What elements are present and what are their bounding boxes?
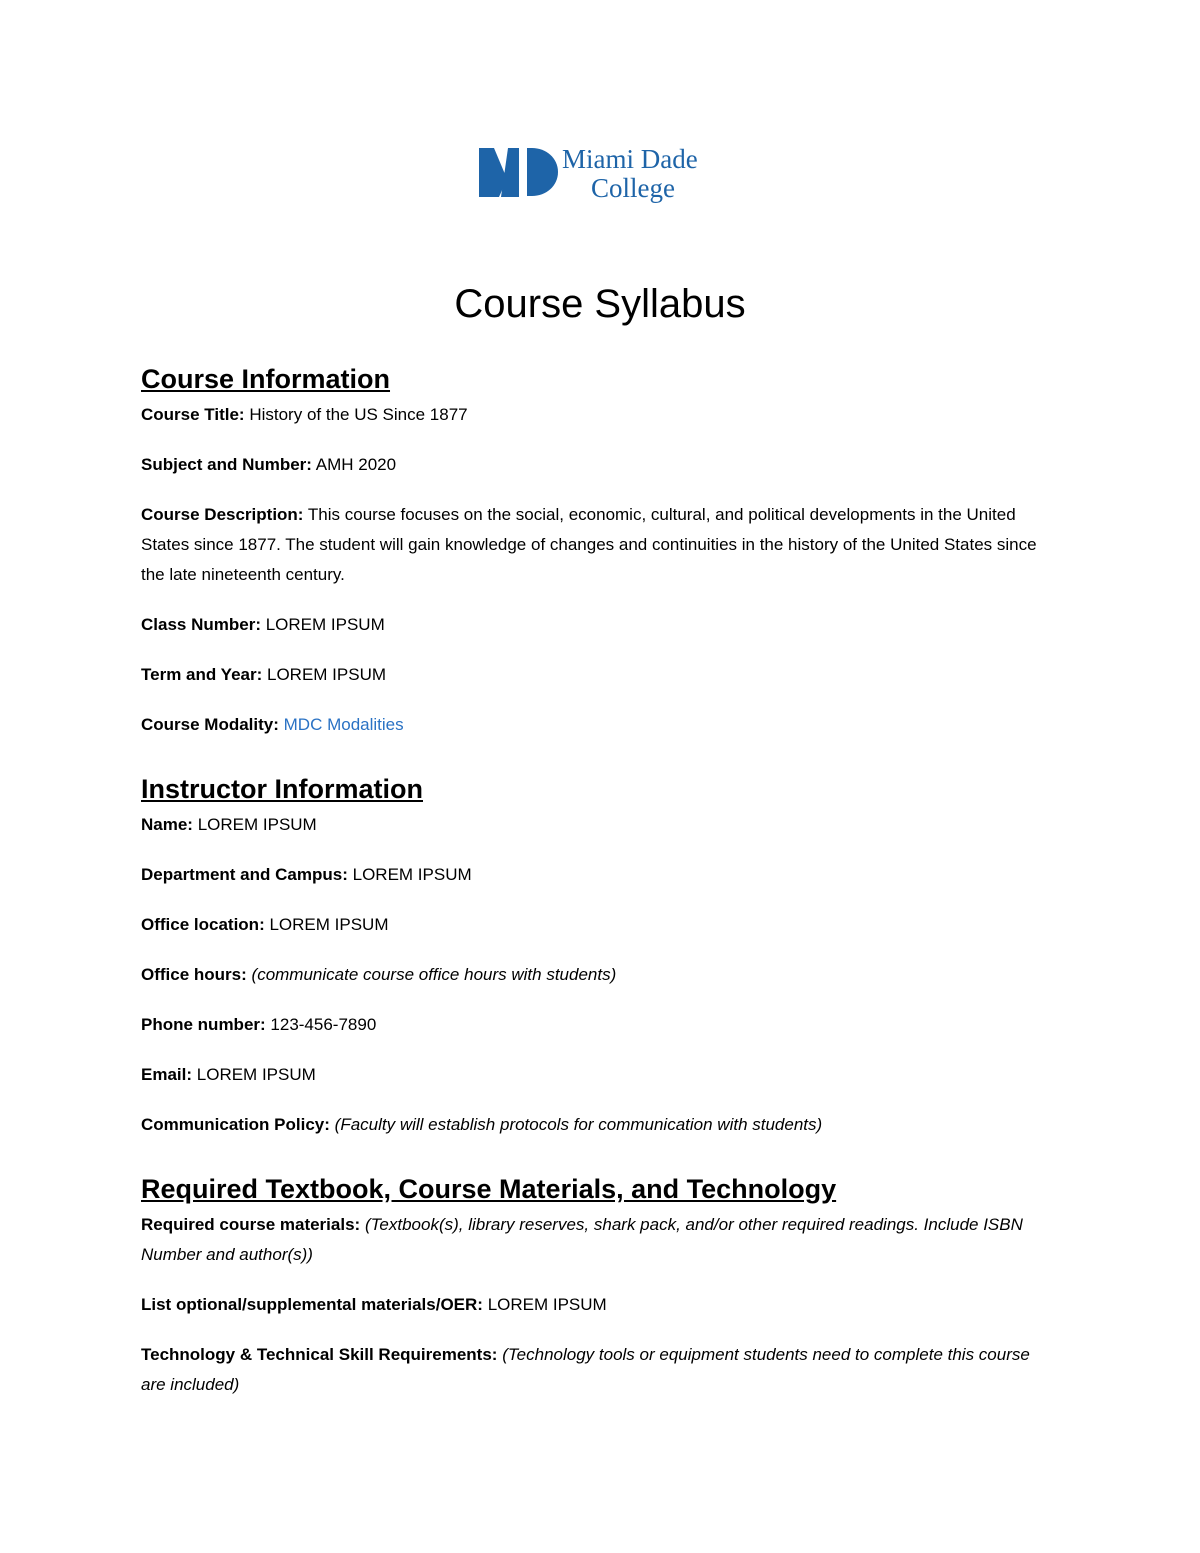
course-title-label: Course Title:: [141, 405, 245, 424]
syllabus-content: [141, 360, 1056, 1400]
course-title-value: History of the US Since 1877: [249, 405, 468, 424]
optional-materials-label: List optional/supplemental materials/OER:: [141, 1295, 483, 1314]
office-hours-value: (communicate course office hours with students): [251, 965, 617, 984]
optional-materials-row: [141, 1290, 1056, 1320]
description-label: Course Description:: [141, 505, 304, 524]
email-label: Email:: [141, 1065, 193, 1084]
email-row: [141, 1060, 1056, 1090]
communication-policy-row: [141, 1110, 1056, 1140]
description-value: This course focuses on the social, economic, cultural, and political developments in the United States since 1877. The student will gain knowledge of changes and continuities in the history of the United States since the late nineteenth century.: [141, 505, 1037, 584]
office-location-value: LOREM IPSUM: [269, 915, 389, 934]
college-name: [562, 145, 698, 203]
department-value: LOREM IPSUM: [352, 865, 472, 884]
email-value: LOREM IPSUM: [196, 1065, 316, 1084]
modality-link[interactable]: MDC Modalities: [283, 715, 404, 734]
technology-requirements-label: Technology & Technical Skill Requirements:: [141, 1345, 498, 1364]
modality-row: [141, 710, 1056, 740]
communication-policy-value: (Faculty will establish protocols for communication with students): [334, 1115, 823, 1134]
college-logo: [478, 145, 728, 207]
page-title: Course Syllabus: [454, 282, 746, 326]
office-location-label: Office location:: [141, 915, 265, 934]
instructor-info-heading: Instructor Information: [141, 774, 423, 804]
office-hours-label: Office hours:: [141, 965, 247, 984]
technology-requirements-row: [141, 1340, 1056, 1400]
required-materials-label: Required course materials:: [141, 1215, 361, 1234]
phone-label: Phone number:: [141, 1015, 266, 1034]
department-label: Department and Campus:: [141, 865, 348, 884]
materials-heading: Required Textbook, Course Materials, and Technology: [141, 1174, 837, 1204]
subject-label: Subject and Number:: [141, 455, 312, 474]
technology-requirements-value: (Technology tools or equipment students need to complete this course are included): [141, 1345, 1030, 1394]
subject-value: AMH 2020: [315, 455, 397, 474]
class-number-value: LOREM IPSUM: [265, 615, 385, 634]
college-name-line1: Miami Dade: [562, 144, 698, 174]
term-row: [141, 660, 1056, 690]
phone-value: 123-456-7890: [270, 1015, 377, 1034]
course-title-row: [141, 400, 1056, 430]
class-number-row: [141, 610, 1056, 640]
class-number-label: Class Number:: [141, 615, 261, 634]
name-value: LOREM IPSUM: [197, 815, 317, 834]
modality-label: Course Modality:: [141, 715, 279, 734]
md-logo-icon: [478, 145, 558, 199]
name-row: [141, 810, 1056, 840]
description-row: [141, 500, 1056, 590]
phone-row: [141, 1010, 1056, 1040]
communication-policy-label: Communication Policy:: [141, 1115, 330, 1134]
course-info-heading: Course Information: [141, 364, 391, 394]
office-hours-row: [141, 960, 1056, 990]
required-materials-row: [141, 1210, 1056, 1270]
college-name-line2: College: [591, 173, 675, 203]
name-label: Name:: [141, 815, 193, 834]
term-value: LOREM IPSUM: [267, 665, 387, 684]
term-label: Term and Year:: [141, 665, 263, 684]
required-materials-value: (Textbook(s), library reserves, shark pack, and/or other required readings. Include ISBN Number and author(s)): [141, 1215, 1023, 1264]
subject-row: [141, 450, 1056, 480]
optional-materials-value: LOREM IPSUM: [487, 1295, 607, 1314]
office-location-row: [141, 910, 1056, 940]
department-row: [141, 860, 1056, 890]
